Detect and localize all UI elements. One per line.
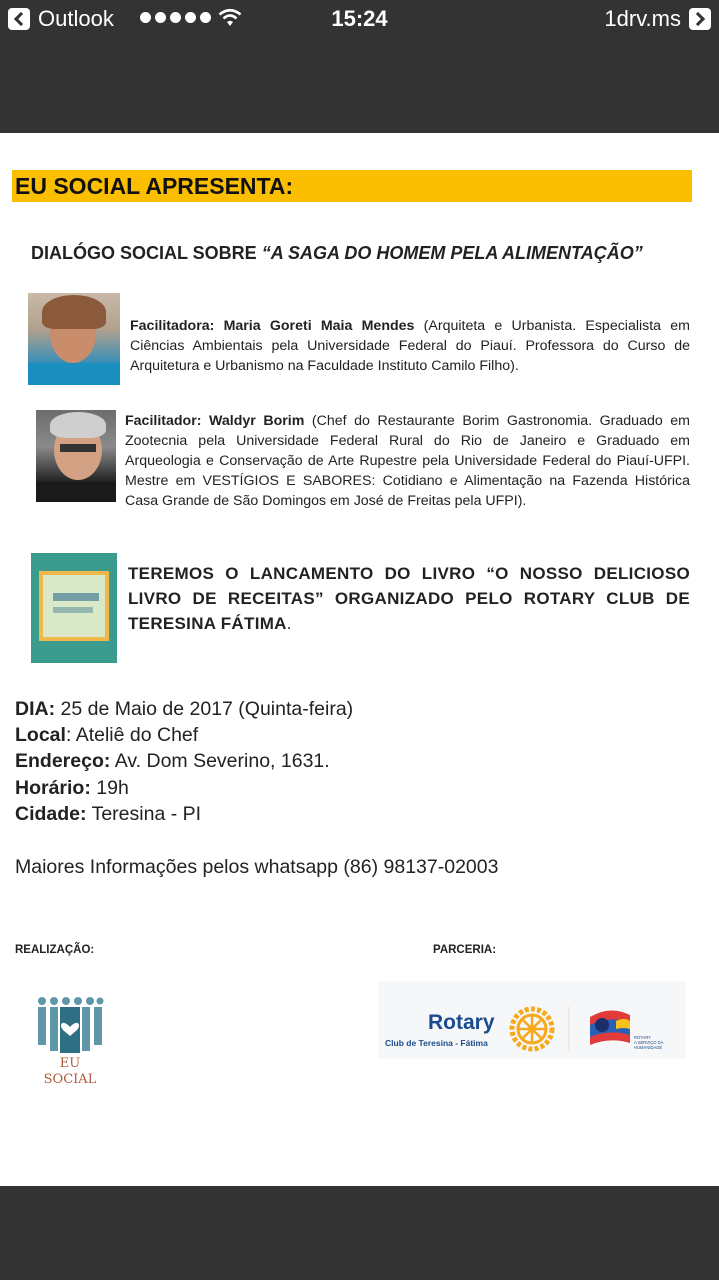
facilitator2-description: (Chef do Restaurante Borim Gastronomia. Graduado em Zootecnia pela Universidade Federal Rural do Rio de Janeiro e Graduado em Arqueologia e Conservação de Arte Rupestre pela Universidade Federal do Piauí-UFPI. Mestre em VESTÍGIOS E SABORES: Cotidiano e Alimentação na Fazenda Histórica Casa Grande de São Domingos em José de Freitas pela UFPI). bbox=[125, 413, 690, 509]
detail-date-label: DIA: bbox=[15, 698, 56, 720]
detail-time bbox=[15, 777, 129, 800]
detail-city-label: Cidade: bbox=[15, 803, 87, 825]
banner-title: EU SOCIAL APRESENTA: bbox=[15, 173, 294, 199]
event-subtitle bbox=[31, 243, 643, 264]
detail-address bbox=[15, 750, 330, 773]
detail-location bbox=[15, 724, 198, 747]
detail-address-value: Av. Dom Severino, 1631. bbox=[110, 750, 330, 772]
rotary-tagline-2: A SERVIÇO DA bbox=[634, 1040, 664, 1045]
detail-date-value: 25 de Maio de 2017 (Quinta-feira) bbox=[55, 698, 354, 720]
rotary-tagline-1: ROTARY bbox=[634, 1035, 652, 1040]
eu-social-logo bbox=[36, 993, 104, 1089]
facilitator2-bio bbox=[125, 411, 690, 511]
eu-social-logo-eu: EU bbox=[59, 1056, 81, 1071]
detail-city bbox=[15, 803, 201, 826]
eu-social-logo-social: SOCIAL bbox=[43, 1072, 97, 1087]
bottom-toolbar bbox=[0, 1186, 719, 1280]
realizacao-label: REALIZAÇÃO: bbox=[15, 944, 95, 956]
detail-date bbox=[15, 698, 353, 721]
rotary-subtitle: Club de Teresina - Fátima bbox=[385, 1038, 488, 1048]
rotary-tagline-3: HUMANIDADE bbox=[634, 1045, 663, 1050]
facilitator1-photo bbox=[28, 293, 120, 385]
rotary-wheel-icon bbox=[512, 1009, 552, 1049]
detail-location-label: Local bbox=[15, 724, 66, 746]
rotary-name: Rotary bbox=[428, 1011, 495, 1034]
back-app-label[interactable]: Outlook bbox=[38, 6, 114, 31]
forward-url-label[interactable]: 1drv.ms bbox=[604, 6, 681, 31]
facilitator1-description: (Arquiteta e Urbanista. Especialista em Ciências Ambientais pela Universidade Federal do Piauí. Professora do Curso de Arquitetura e Urbanismo na Faculdade Instituto Camilo Filho). bbox=[130, 318, 690, 374]
document-page bbox=[0, 133, 719, 1186]
subtitle-prefix: DIALÓGO SOCIAL SOBRE bbox=[31, 243, 257, 263]
detail-city-value: Teresina - PI bbox=[86, 803, 202, 825]
forward-arrow-icon[interactable] bbox=[689, 8, 711, 30]
parceria-label: PARCERIA: bbox=[433, 944, 497, 956]
detail-address-label: Endereço: bbox=[15, 750, 111, 772]
book-launch-period: . bbox=[286, 614, 292, 633]
detail-time-label: Horário: bbox=[15, 777, 91, 799]
status-bar bbox=[0, 0, 719, 40]
rotary-humanity-icon bbox=[590, 1010, 630, 1045]
detail-time-value: 19h bbox=[90, 777, 129, 799]
book-launch-main: TEREMOS O LANCAMENTO DO LIVRO “O NOSSO DELICIOSO LIVRO DE RECEITAS” ORGANIZADO PELO ROTARY CLUB DE TERESINA FÁTIMA bbox=[128, 564, 690, 633]
detail-location-value: : Ateliê do Chef bbox=[65, 724, 199, 746]
facilitator1-name: Facilitadora: Maria Goreti Maia Mendes bbox=[130, 318, 415, 334]
rotary-club-logo bbox=[378, 981, 686, 1059]
facilitator1-bio bbox=[130, 316, 690, 376]
book-launch-text bbox=[128, 561, 690, 636]
facilitator2-photo bbox=[36, 410, 116, 502]
book-cover-image bbox=[31, 553, 117, 663]
clock: 15:24 bbox=[331, 6, 388, 31]
header-banner bbox=[12, 170, 692, 202]
facilitator2-name: Facilitador: Waldyr Borim bbox=[125, 413, 305, 429]
contact-info: Maiores Informações pelos whatsapp (86) 98137-02003 bbox=[15, 856, 499, 878]
subtitle-quote: “A SAGA DO HOMEM PELA ALIMENTAÇÃO” bbox=[261, 243, 643, 263]
